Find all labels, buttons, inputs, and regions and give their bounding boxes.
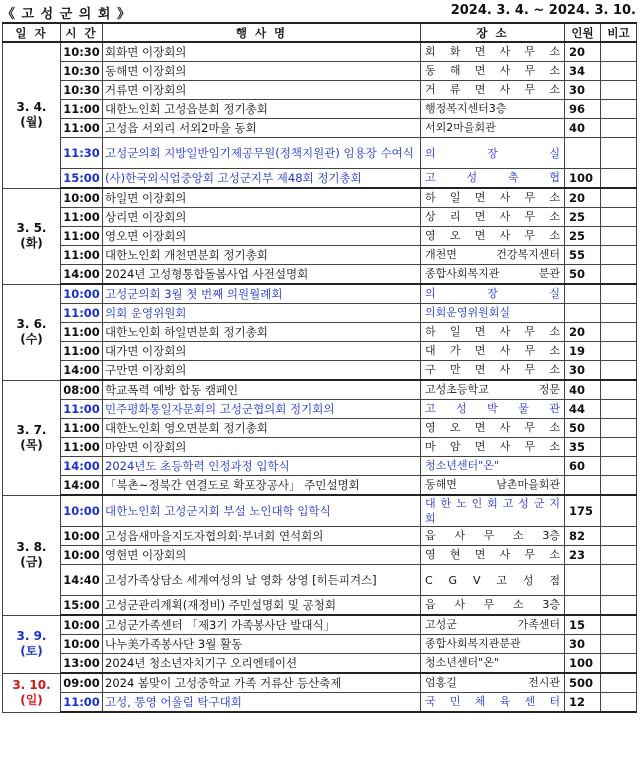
table-row — [3, 693, 637, 713]
count-cell: 35 — [565, 438, 601, 457]
table-row — [3, 169, 637, 189]
note-cell — [601, 438, 637, 457]
count-cell: 100 — [565, 169, 601, 189]
event-cell: 거류면 이장회의 — [103, 81, 421, 100]
time-cell: 09:00 — [61, 673, 103, 693]
event-cell: 고성읍 서외리 서외2마을 동회 — [103, 119, 421, 138]
place-cell: 읍 사 무 소 3층 — [421, 596, 565, 616]
time-cell: 15:00 — [61, 169, 103, 189]
count-cell: 30 — [565, 361, 601, 381]
event-cell: 「북촌~정북간 연결도로 확포장공사」 주민설명회 — [103, 476, 421, 496]
table-row — [3, 188, 637, 208]
note-cell — [601, 188, 637, 208]
place-cell: 대 한 노 인 회 고 성 군 지 회 — [421, 495, 565, 527]
event-cell: 2024 봄맞이 고성중학교 가족 거류산 등산축제 — [103, 673, 421, 693]
time-cell: 10:30 — [61, 62, 103, 81]
note-cell — [601, 361, 637, 381]
time-cell: 14:00 — [61, 265, 103, 285]
count-cell — [565, 138, 601, 169]
event-cell: 대가면 이장회의 — [103, 342, 421, 361]
table-row — [3, 227, 637, 246]
col-date: 일 자 — [3, 23, 61, 42]
note-cell — [601, 342, 637, 361]
event-cell: 고성가족상담소 세계여성의 날 영화 상영 [히든피겨스] — [103, 565, 421, 596]
place-cell: 청소년센터"온" — [421, 654, 565, 674]
note-cell — [601, 400, 637, 419]
note-cell — [601, 457, 637, 476]
event-cell: 의회 운영위원회 — [103, 304, 421, 323]
note-cell — [601, 419, 637, 438]
note-cell — [601, 227, 637, 246]
place-cell: 종합사회복지관 분관 — [421, 265, 565, 285]
time-cell: 11:00 — [61, 419, 103, 438]
date-cell — [3, 495, 61, 615]
time-cell: 10:00 — [61, 495, 103, 527]
event-cell: 상리면 이장회의 — [103, 208, 421, 227]
place-cell: C G V 고 성 점 — [421, 565, 565, 596]
weekday-label: (금) — [20, 555, 43, 569]
place-cell: 청소년센터"온" — [421, 457, 565, 476]
count-cell: 500 — [565, 673, 601, 693]
table-row — [3, 615, 637, 635]
place-cell: 종합사회복지관분관 — [421, 635, 565, 654]
place-cell: 회 화 면 사 무 소 — [421, 42, 565, 62]
date-cell — [3, 284, 61, 380]
table-row — [3, 246, 637, 265]
note-cell — [601, 138, 637, 169]
count-cell: 175 — [565, 495, 601, 527]
table-row — [3, 323, 637, 342]
table-row — [3, 673, 637, 693]
place-cell: 영 오 면 사 무 소 — [421, 227, 565, 246]
weekday-label: (목) — [20, 437, 43, 452]
place-cell: 고 성 박 물 관 — [421, 400, 565, 419]
note-cell — [601, 596, 637, 616]
note-cell — [601, 654, 637, 674]
event-cell: 2024년 고성형통합돌봄사업 사전설명회 — [103, 265, 421, 285]
time-cell: 13:00 — [61, 654, 103, 674]
count-cell: 50 — [565, 265, 601, 285]
date-label: 3. 6. — [16, 317, 47, 331]
time-cell: 11:00 — [61, 304, 103, 323]
table-row — [3, 438, 637, 457]
event-cell: 대한노인회 개천면분회 정기총회 — [103, 246, 421, 265]
event-cell: 영현면 이장회의 — [103, 546, 421, 565]
note-cell — [601, 323, 637, 342]
event-cell: 2024년도 초등학력 인정과정 입학식 — [103, 457, 421, 476]
count-cell: 19 — [565, 342, 601, 361]
table-row — [3, 457, 637, 476]
table-row — [3, 138, 637, 169]
table-row — [3, 42, 637, 62]
table-row — [3, 527, 637, 546]
place-cell: 동해면 남촌마을회관 — [421, 476, 565, 496]
schedule-body — [3, 42, 637, 712]
table-row — [3, 476, 637, 496]
note-cell — [601, 169, 637, 189]
place-cell: 엄홍길 전시관 — [421, 673, 565, 693]
note-cell — [601, 284, 637, 304]
time-cell: 10:00 — [61, 635, 103, 654]
date-label: 3. 8. — [16, 540, 47, 554]
time-cell: 14:00 — [61, 476, 103, 496]
table-row — [3, 304, 637, 323]
place-cell: 고 성 축 협 — [421, 169, 565, 189]
place-cell: 상 리 면 사 무 소 — [421, 208, 565, 227]
header — [0, 0, 640, 22]
col-place: 장 소 — [421, 23, 565, 42]
table-row — [3, 565, 637, 596]
table-row — [3, 62, 637, 81]
table-row — [3, 495, 637, 527]
table-header-row — [3, 23, 637, 42]
count-cell: 23 — [565, 546, 601, 565]
event-cell: 민주평화통일자문회의 고성군협의회 정기회의 — [103, 400, 421, 419]
place-cell: 국 민 체 육 센 터 — [421, 693, 565, 713]
time-cell: 11:30 — [61, 138, 103, 169]
place-cell: 거 류 면 사 무 소 — [421, 81, 565, 100]
event-cell: 2024년 청소년자치기구 오리엔테이션 — [103, 654, 421, 674]
place-cell: 읍 사 무 소 3층 — [421, 527, 565, 546]
table-row — [3, 419, 637, 438]
table-row — [3, 380, 637, 400]
count-cell: 30 — [565, 635, 601, 654]
date-cell — [3, 615, 61, 673]
event-cell: 고성군관리계획(재정비) 주민설명회 및 공청회 — [103, 596, 421, 616]
table-row — [3, 81, 637, 100]
count-cell: 96 — [565, 100, 601, 119]
event-cell: 고성군가족센터 「제3기 가족봉사단 발대식」 — [103, 615, 421, 635]
place-cell: 의 장 실 — [421, 284, 565, 304]
time-cell: 10:00 — [61, 527, 103, 546]
time-cell: 10:30 — [61, 81, 103, 100]
place-cell: 대 가 면 사 무 소 — [421, 342, 565, 361]
note-cell — [601, 495, 637, 527]
table-row — [3, 596, 637, 616]
time-cell: 11:00 — [61, 438, 103, 457]
time-cell: 11:00 — [61, 323, 103, 342]
time-cell: 11:00 — [61, 693, 103, 713]
note-cell — [601, 62, 637, 81]
note-cell — [601, 615, 637, 635]
time-cell: 11:00 — [61, 342, 103, 361]
event-cell: 대한노인회 고성읍분회 정기총회 — [103, 100, 421, 119]
event-cell: 고성읍새마을지도자협의회·부녀회 연석회의 — [103, 527, 421, 546]
event-cell: 나누美가족봉사단 3월 활동 — [103, 635, 421, 654]
place-cell: 하 일 면 사 무 소 — [421, 323, 565, 342]
date-cell — [3, 673, 61, 712]
event-cell: 하일면 이장회의 — [103, 188, 421, 208]
count-cell: 12 — [565, 693, 601, 713]
event-cell: 동해면 이장회의 — [103, 62, 421, 81]
count-cell: 20 — [565, 323, 601, 342]
place-cell: 고성군 가족센터 — [421, 615, 565, 635]
weekday-label: (수) — [20, 332, 43, 346]
count-cell: 25 — [565, 227, 601, 246]
date-label: 3. 5. — [16, 221, 47, 235]
note-cell — [601, 100, 637, 119]
table-row — [3, 100, 637, 119]
note-cell — [601, 635, 637, 654]
col-count: 인원 — [565, 23, 601, 42]
time-cell: 10:00 — [61, 546, 103, 565]
event-cell: 대한노인회 하일면분회 정기총회 — [103, 323, 421, 342]
note-cell — [601, 42, 637, 62]
count-cell: 82 — [565, 527, 601, 546]
event-cell: 구만면 이장회의 — [103, 361, 421, 381]
time-cell: 15:00 — [61, 596, 103, 616]
table-row — [3, 284, 637, 304]
time-cell: 11:00 — [61, 400, 103, 419]
note-cell — [601, 565, 637, 596]
time-cell: 10:30 — [61, 42, 103, 62]
event-cell: 회화면 이장회의 — [103, 42, 421, 62]
place-cell: 영 현 면 사 무 소 — [421, 546, 565, 565]
schedule-table — [2, 22, 637, 713]
place-cell: 의 장 실 — [421, 138, 565, 169]
count-cell: 20 — [565, 42, 601, 62]
date-label: 3. 4. — [16, 100, 47, 115]
date-label: 3. 7. — [16, 422, 47, 437]
place-cell: 구 만 면 사 무 소 — [421, 361, 565, 381]
table-row — [3, 119, 637, 138]
time-cell: 11:00 — [61, 100, 103, 119]
note-cell — [601, 246, 637, 265]
weekday-label: (일) — [20, 692, 43, 707]
table-row — [3, 635, 637, 654]
time-cell: 11:00 — [61, 208, 103, 227]
note-cell — [601, 693, 637, 713]
weekday-label: (월) — [20, 115, 43, 130]
event-cell: (사)한국외식업중앙회 고성군지부 제48회 정기총회 — [103, 169, 421, 189]
place-cell: 하 일 면 사 무 소 — [421, 188, 565, 208]
place-cell: 동 해 면 사 무 소 — [421, 62, 565, 81]
place-cell: 영 오 면 사 무 소 — [421, 419, 565, 438]
count-cell: 34 — [565, 62, 601, 81]
count-cell: 30 — [565, 81, 601, 100]
date-cell — [3, 380, 61, 495]
count-cell — [565, 476, 601, 496]
note-cell — [601, 380, 637, 400]
table-row — [3, 400, 637, 419]
place-cell: 마 암 면 사 무 소 — [421, 438, 565, 457]
table-row — [3, 361, 637, 381]
count-cell: 55 — [565, 246, 601, 265]
time-cell: 14:40 — [61, 565, 103, 596]
col-time: 시 간 — [61, 23, 103, 42]
count-cell: 44 — [565, 400, 601, 419]
date-label: 3. 9. — [16, 629, 47, 643]
note-cell — [601, 304, 637, 323]
table-row — [3, 265, 637, 285]
document-title: 《 고 성 군 의 회 》 — [2, 7, 131, 22]
count-cell — [565, 565, 601, 596]
count-cell — [565, 304, 601, 323]
event-cell: 마암면 이장회의 — [103, 438, 421, 457]
weekday-label: (화) — [20, 236, 43, 250]
place-cell: 개천면 건강복지센터 — [421, 246, 565, 265]
event-cell: 대한노인회 고성군지회 부설 노인대학 입학식 — [103, 495, 421, 527]
time-cell: 10:00 — [61, 284, 103, 304]
event-cell: 대한노인회 영오면분회 정기총회 — [103, 419, 421, 438]
place-cell: 고성초등학교 정문 — [421, 380, 565, 400]
note-cell — [601, 81, 637, 100]
date-label: 3. 10. — [12, 677, 51, 692]
time-cell: 10:00 — [61, 615, 103, 635]
time-cell: 11:00 — [61, 227, 103, 246]
event-cell: 고성군의회 지방일반임기제공무원(정책지원관) 임용장 수여식 — [103, 138, 421, 169]
note-cell — [601, 546, 637, 565]
place-cell: 의회운영위원회실 — [421, 304, 565, 323]
event-cell: 학교폭력 예방 합동 캠페인 — [103, 380, 421, 400]
table-row — [3, 546, 637, 565]
count-cell: 15 — [565, 615, 601, 635]
table-row — [3, 654, 637, 674]
count-cell: 100 — [565, 654, 601, 674]
date-cell — [3, 188, 61, 284]
note-cell — [601, 476, 637, 496]
count-cell: 25 — [565, 208, 601, 227]
note-cell — [601, 265, 637, 285]
count-cell: 50 — [565, 419, 601, 438]
place-cell: 행정복지센터3층 — [421, 100, 565, 119]
count-cell — [565, 596, 601, 616]
count-cell: 60 — [565, 457, 601, 476]
note-cell — [601, 208, 637, 227]
count-cell: 40 — [565, 380, 601, 400]
time-cell: 08:00 — [61, 380, 103, 400]
note-cell — [601, 119, 637, 138]
count-cell: 40 — [565, 119, 601, 138]
event-cell: 고성, 통영 어울림 탁구대회 — [103, 693, 421, 713]
schedule-period: 2024. 3. 4. ~ 2024. 3. 10. — [450, 3, 636, 18]
time-cell: 10:00 — [61, 188, 103, 208]
event-cell: 영오면 이장회의 — [103, 227, 421, 246]
time-cell: 14:00 — [61, 361, 103, 381]
time-cell: 11:00 — [61, 119, 103, 138]
date-cell — [3, 42, 61, 188]
place-cell: 서외2마을회관 — [421, 119, 565, 138]
time-cell: 11:00 — [61, 246, 103, 265]
event-cell: 고성군의회 3월 첫 번째 의원월례회 — [103, 284, 421, 304]
col-note: 비고 — [601, 23, 637, 42]
note-cell — [601, 527, 637, 546]
weekday-label: (토) — [20, 644, 43, 658]
table-row — [3, 342, 637, 361]
count-cell: 20 — [565, 188, 601, 208]
count-cell — [565, 284, 601, 304]
col-event: 행 사 명 — [103, 23, 421, 42]
table-row — [3, 208, 637, 227]
time-cell: 14:00 — [61, 457, 103, 476]
note-cell — [601, 673, 637, 693]
